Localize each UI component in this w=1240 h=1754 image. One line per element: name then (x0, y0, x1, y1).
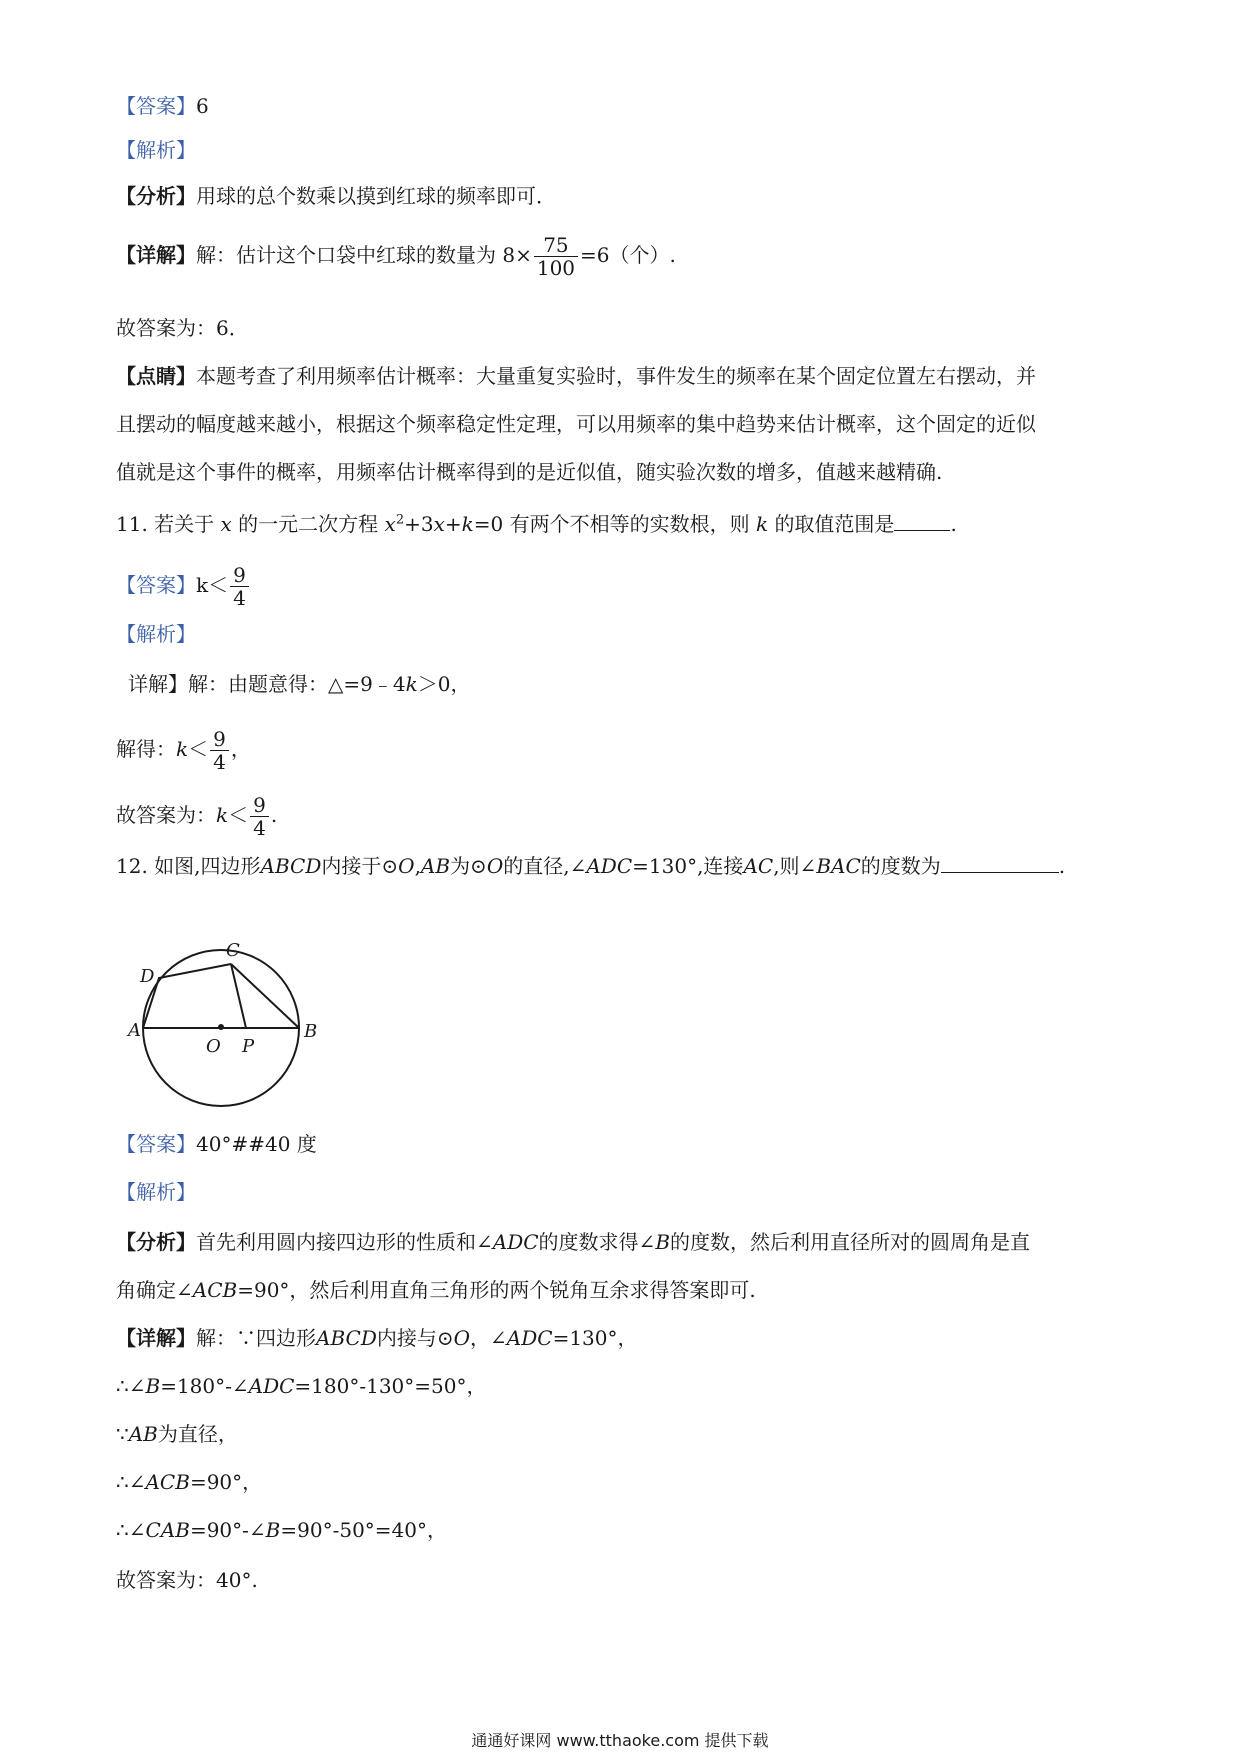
q12-detail-line-5 (116, 1516, 447, 1544)
var-k: k (176, 737, 189, 761)
conclusion-text: ＜ (228, 803, 249, 827)
conclusion-text: 故答案为： (116, 803, 216, 827)
detail-text: 为直径， (157, 1422, 238, 1446)
analysis-tag: 【解析】 (116, 1180, 196, 1204)
q12-fenxi-line-2 (116, 1276, 756, 1304)
fraction-numerator: 75 (534, 234, 578, 257)
answer-tag: 【答案】 (116, 573, 196, 597)
q12-analysis-line (116, 1178, 196, 1206)
q11-detail-line (128, 670, 470, 698)
label-a: A (128, 1020, 141, 1041)
detail-text: =90°， (189, 1470, 263, 1494)
answer-tag: 【答案】 (116, 1132, 196, 1156)
solve-text: ＜ (188, 737, 209, 761)
detail-text: =90°-∠ (189, 1518, 266, 1542)
eq-k: k (461, 512, 474, 536)
detail-var: ADC (506, 1326, 553, 1350)
segment-cp (231, 964, 246, 1028)
stem-text: . (950, 512, 957, 536)
eq-x: x (384, 512, 396, 536)
label-o: O (206, 1036, 221, 1057)
stem-text: , (414, 854, 421, 878)
eq-x: x (433, 512, 445, 536)
fenxi-var: ADC (492, 1230, 539, 1254)
label-d: D (140, 966, 155, 987)
stem-text: ,则∠ (773, 854, 817, 878)
q11-stem (116, 510, 957, 538)
eq-part: +3 (404, 512, 434, 536)
fenxi-tag: 【分析】 (116, 184, 196, 208)
q10-conclusion: 故答案为：6． (116, 316, 249, 340)
eq-exponent: 2 (395, 512, 405, 528)
detail-tag: 【详解】 (116, 243, 196, 267)
detail-var: CAB (145, 1518, 190, 1542)
fraction (250, 794, 269, 839)
q11-conclusion-line (116, 794, 277, 839)
q10-dianjing-line-2: 且摆动的幅度越来越小，根据这个频率稳定性定理，可以用频率的集中趋势来估计概率，这个固定的近似 (116, 412, 1036, 436)
detail-text-post: =6（个）. (580, 243, 676, 267)
var-k: k (405, 672, 418, 696)
question-number: 12. (116, 854, 148, 878)
answer-tag: 【答案】 (116, 94, 196, 118)
stem-text: 的取值范围是 (774, 512, 895, 536)
fraction-denominator: 4 (253, 816, 266, 840)
fenxi-text: 的度数，然后利用直径所对的圆周角是直 (670, 1230, 1031, 1254)
fenxi-var: ACB (192, 1278, 238, 1302)
var-k: k (216, 803, 229, 827)
center-point-o (218, 1024, 224, 1030)
detail-text: 详解】解：由题意得：△=9﹣4 (128, 672, 406, 696)
detail-text: =180°-130°=50°， (294, 1374, 487, 1398)
detail-text: =90°-50°=40°， (280, 1518, 447, 1542)
eq-part: + (444, 512, 462, 536)
q10-fenxi-line (116, 182, 556, 210)
q10-dianjing-line-3: 值就是这个事件的概率，用频率估计概率得到的是近似值，随实验次数的增多，值越来越精确. (116, 460, 943, 484)
detail-text: =180°-∠ (160, 1374, 249, 1398)
var-k: k (755, 512, 769, 536)
detail-text-pre: 解：估计这个口袋中红球的数量为 8× (196, 243, 532, 267)
stem-var: BAC (816, 854, 861, 878)
q12-detail-line-4 (116, 1468, 262, 1496)
stem-text: 内接于⊙ (321, 854, 399, 878)
detail-text: ∴∠ (116, 1374, 146, 1398)
fenxi-text: =90°，然后利用直角三角形的两个锐角互余求得答案即可. (237, 1278, 756, 1302)
fenxi-text: 用球的总个数乘以摸到红球的频率即可． (196, 184, 556, 208)
conclusion-text: . (270, 803, 278, 827)
fraction-denominator: 4 (233, 586, 246, 610)
label-c: C (226, 940, 240, 961)
circle-quadrilateral-figure (126, 920, 336, 1120)
q11-answer-line (116, 564, 251, 609)
stem-var: O (486, 854, 504, 878)
fenxi-text: 首先利用圆内接四边形的性质和∠ (196, 1230, 493, 1254)
detail-text: ＞0， (417, 672, 471, 696)
segment-a-d-c (143, 964, 231, 1028)
solve-text: 解得： (116, 737, 176, 761)
q12-detail-line-2 (116, 1372, 487, 1400)
detail-var: ABCD (316, 1326, 377, 1350)
detail-text: ∵ (116, 1422, 129, 1446)
detail-var: ACB (145, 1470, 190, 1494)
detail-text: ∴∠ (116, 1518, 146, 1542)
answer-blank (941, 868, 1059, 873)
fraction-denominator: 100 (536, 256, 576, 280)
segment-cb (231, 964, 299, 1028)
answer-value: k＜ (196, 573, 229, 597)
var-x: x (220, 512, 232, 536)
fenxi-var: B (655, 1230, 671, 1254)
stem-text: 若关于 (154, 512, 215, 536)
stem-text: 有两个不相等的实数根，则 (509, 512, 750, 536)
fraction-numerator: 9 (250, 794, 269, 817)
q11-solve-line (116, 728, 251, 773)
stem-var: O (398, 854, 415, 878)
q10-detail-line (116, 234, 676, 279)
page-footer: 通通好课网 www.tthaoke.com 提供下载 (471, 1731, 769, 1750)
answer-value: 40°##40 度 (196, 1132, 317, 1156)
stem-text: 如图,四边形 (154, 854, 261, 878)
detail-tag: 【详解】 (116, 1326, 196, 1350)
stem-text: 的直径,∠ (503, 854, 587, 878)
dianjing-tag: 【点睛】 (116, 364, 196, 388)
analysis-tag: 【解析】 (116, 622, 196, 646)
q12-stem (116, 852, 1065, 880)
q10-analysis-line (116, 136, 196, 164)
stem-text: . (1058, 854, 1066, 878)
fraction-denominator: 4 (213, 750, 226, 774)
fraction-numerator: 9 (230, 564, 249, 587)
q12-detail-line-3 (116, 1420, 238, 1448)
detail-var: B (145, 1374, 161, 1398)
q12-conclusion: 故答案为：40°. (116, 1568, 258, 1592)
stem-var: ADC (586, 854, 633, 878)
detail-var: ADC (248, 1374, 295, 1398)
stem-var: AC (743, 854, 774, 878)
fenxi-text: 的度数求得∠ (538, 1230, 656, 1254)
question-number: 11. (116, 512, 148, 536)
stem-text: =130°,连接 (632, 854, 744, 878)
stem-text: 的度数为 (860, 854, 941, 878)
detail-var: AB (128, 1422, 158, 1446)
stem-var: AB (420, 854, 451, 878)
q12-fenxi-line-1 (116, 1228, 1030, 1256)
fraction (210, 728, 229, 773)
eq-part: =0 (473, 512, 504, 536)
detail-text: ∴∠ (116, 1470, 146, 1494)
fraction-numerator: 9 (210, 728, 229, 751)
answer-blank (894, 526, 950, 531)
detail-text: 解：∵四边形 (196, 1326, 316, 1350)
q10-answer-line (116, 92, 209, 120)
analysis-tag: 【解析】 (116, 138, 196, 162)
q10-dianjing-line-1 (116, 362, 1036, 390)
detail-var: O (453, 1326, 471, 1350)
fenxi-tag: 【分析】 (116, 1230, 196, 1254)
answer-value: 6 (196, 94, 209, 118)
detail-text: 内接与⊙ (376, 1326, 454, 1350)
solve-text: ， (230, 737, 251, 761)
stem-text: 为⊙ (450, 854, 487, 878)
q12-detail-line-1 (116, 1324, 638, 1352)
detail-var: B (265, 1518, 281, 1542)
fraction (534, 234, 578, 279)
label-b: B (304, 1021, 318, 1042)
fraction (230, 564, 249, 609)
dianjing-text-1: 本题考查了利用频率估计概率：大量重复实验时，事件发生的频率在某个固定位置左右摆动，并 (196, 364, 1036, 388)
stem-var: ABCD (260, 854, 322, 878)
q12-answer-line (116, 1130, 317, 1158)
stem-text: 的一元二次方程 (238, 512, 379, 536)
detail-text: ，∠ (470, 1326, 507, 1350)
fenxi-text: 角确定∠ (116, 1278, 193, 1302)
label-p: P (242, 1036, 255, 1057)
detail-text: =130°， (552, 1326, 638, 1350)
q11-analysis-line (116, 620, 196, 648)
